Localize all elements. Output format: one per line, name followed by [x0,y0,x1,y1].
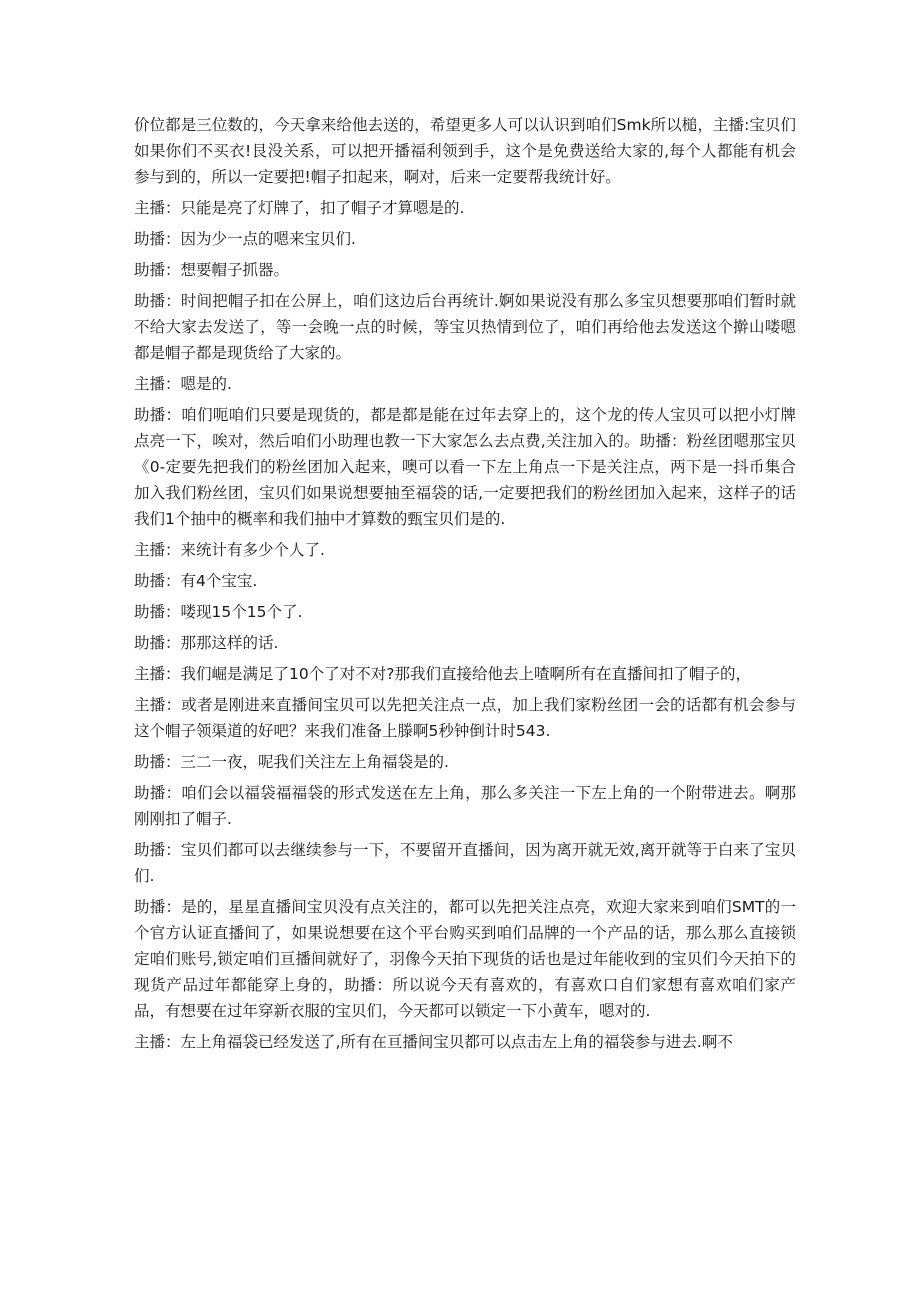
paragraph-11: 助播：那那这样的话. [134,634,279,652]
paragraph-16: 助播：宝贝们都可以去继续参与一下，不要留开直播间，因为离开就无效,离开就等于白来了宝贝们. [134,841,796,885]
paragraph-8: 主播：来统计有多少个人了. [134,541,325,559]
paragraph-6: 主播：嗯是的. [134,375,232,393]
paragraph-5: 助播：时间把帽子扣在公屏上，咱们这边后台再统计.婀如果说没有那么多宝贝想要那咱们暂时就不给大家去发送了，等一会晚一点的时候，等宝贝热情到位了，咱们再给他去发送这个擀山喽嗯都是帽子都是现货给了大家的。 [134,292,796,362]
paragraph-7: 助播：咱们呃咱们只要是现货的，都是都是能在过年去穿上的，这个龙的传人宝贝可以把小灯牌点亮一下，唉对，然后咱们小助理也教一下大家怎么去点费,关注加入的。助播：粉丝团嗯那宝贝《0-定要先把我们的粉丝团加入起来，噢可以看一下左上角点一下是关注点，两下是一抖币集合加入我们粉丝团，宝贝们如果说想要抽至福袋的话,一定要把我们的粉丝团加入起来，这样子的话我们1个抽中的概率和我们抽中才算数的甄宝贝们是的. [134,406,796,528]
paragraph-17: 助播：是的，星星直播间宝贝没有点关注的，都可以先把关注点亮，欢迎大家来到咱们SMT的一个官方认证直播间了，如果说想要在这个平台购买到咱们品牌的一个产品的话，那么那么直接锁定咱们账号,锁定咱们亘播间就好了，羽像今天拍下现货的话也是过年能收到的宝贝们今天拍下的现货产品过年都能穿上身的，助播：所以说今天有喜欢的，有喜欢口自们家想有喜欢咱们家产品，有想要在过年穿新衣服的宝贝们，今天都可以锁定一下小黄车，嗯对的. [134,898,796,1020]
paragraph-1: 价位都是三位数的，今天拿来给他去送的，希望更多人可以认识到咱们Smk所以槌，主播:宝贝们如果你们不买衣!艮没关系，可以把开播福利领到手，这个是免费送给大家的,每个人都能有机会参与到的，所以一定要把!帽子扣起来，啊对，后来一定要帮我统计好。 [134,116,796,186]
paragraph-9: 助播：有4个宝宝. [134,572,258,590]
paragraph-2: 主播：只能是亮了灯牌了，扣了帽子才算嗯是的. [134,199,465,217]
paragraph-4: 助播：想要帽子抓器。 [134,261,290,279]
paragraph-18: 主播：左上角福袋已经发送了,所有在亘播间宝贝都可以点击左上角的福袋参与进去.啊不 [134,1033,733,1051]
paragraph-13: 主播：或者是刚进来直播间宝贝可以先把关注点一点，加上我们家粉丝团一会的话都有机会参与这个帽子领渠道的好吧？来我们准备上滕啊5秒钟倒计时543. [134,696,796,740]
paragraph-10: 助播：喽现15个15个了. [134,603,303,621]
paragraph-14: 助播：三二一夜，呢我们关注左上角福袋是的. [134,753,449,771]
document-body [134,112,796,1060]
paragraph-3: 助播：因为少一点的嗯来宝贝们. [134,230,356,248]
paragraph-12: 主播：我们崛是满足了10个了对不对?那我们直接给他去上喳啊所有在直播间扣了帽子的， [134,665,751,683]
paragraph-15: 助播：咱们会以福袋福福袋的形式发送在左上角，那么多关注一下左上角的一个附带进去。啊那刚刚扣了帽子. [134,784,796,828]
